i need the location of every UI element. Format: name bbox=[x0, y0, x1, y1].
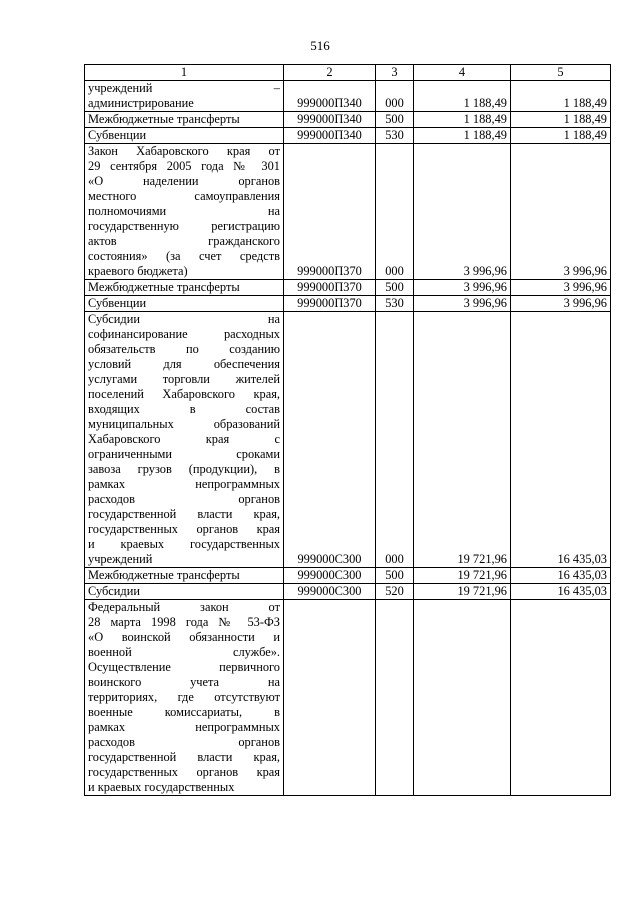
row-name-line: учреждений bbox=[88, 552, 153, 566]
row-name-line: обязательств по созданию bbox=[88, 342, 280, 356]
budget-table bbox=[84, 64, 611, 796]
row-name-line: завоза грузов (продукции), в bbox=[88, 462, 280, 476]
row-sum-2: 16 435,03 bbox=[511, 584, 611, 600]
row-name-line: рамках непрограммных bbox=[88, 477, 280, 491]
row-code: 999000П340 bbox=[284, 128, 376, 144]
row-name-line: муниципальных образований bbox=[88, 417, 280, 431]
row-code: 999000С300 bbox=[284, 584, 376, 600]
row-name-line: Закон Хабаровского края от bbox=[88, 144, 280, 158]
row-sum-1: 1 188,49 bbox=[414, 112, 511, 128]
row-name-line: государственной власти края, bbox=[88, 507, 280, 521]
row-name-line: софинансирование расходных bbox=[88, 327, 280, 341]
row-name bbox=[85, 296, 284, 312]
table-row bbox=[85, 584, 611, 600]
row-sum-2: 3 996,96 bbox=[511, 280, 611, 296]
row-code: 999000С300 bbox=[284, 312, 376, 568]
row-sum-2: 3 996,96 bbox=[511, 144, 611, 280]
table-row bbox=[85, 112, 611, 128]
table-row bbox=[85, 81, 611, 112]
row-name bbox=[85, 128, 284, 144]
row-name-line: Межбюджетные трансферты bbox=[88, 112, 240, 126]
row-sum-1: 3 996,96 bbox=[414, 280, 511, 296]
row-vr: 000 bbox=[376, 312, 414, 568]
row-name-line: Федеральный закон от bbox=[88, 600, 280, 614]
row-name-line: военные комиссариаты, в bbox=[88, 705, 280, 719]
row-name-line: краевого бюджета) bbox=[88, 264, 188, 278]
row-sum-2: 16 435,03 bbox=[511, 312, 611, 568]
row-name-line: актов гражданского bbox=[88, 234, 280, 248]
row-name-line: Субвенции bbox=[88, 296, 147, 310]
row-sum-2: 1 188,49 bbox=[511, 112, 611, 128]
row-code: 999000П340 bbox=[284, 112, 376, 128]
row-name-line: Межбюджетные трансферты bbox=[88, 280, 240, 294]
row-sum-2: 1 188,49 bbox=[511, 81, 611, 112]
row-name bbox=[85, 144, 284, 280]
row-name-line: 28 марта 1998 года № 53-ФЗ bbox=[88, 615, 280, 629]
row-name-line: Субвенции bbox=[88, 128, 147, 142]
row-name-line: ограниченными сроками bbox=[88, 447, 280, 461]
table-row bbox=[85, 280, 611, 296]
row-code: 999000П370 bbox=[284, 280, 376, 296]
row-code: 999000С300 bbox=[284, 568, 376, 584]
row-code: 999000П340 bbox=[284, 81, 376, 112]
row-sum-2: 3 996,96 bbox=[511, 296, 611, 312]
row-vr: 500 bbox=[376, 280, 414, 296]
row-vr: 500 bbox=[376, 112, 414, 128]
row-name-line: полномочиями на bbox=[88, 204, 280, 218]
row-name-line: поселений Хабаровского края, bbox=[88, 387, 280, 401]
row-name-line: Осуществление первичного bbox=[88, 660, 280, 674]
row-name-line: Межбюджетные трансферты bbox=[88, 568, 240, 582]
row-name-line: территориях, где отсутствуют bbox=[88, 690, 280, 704]
row-name-line: Субсидии на bbox=[88, 312, 280, 326]
header-col-1: 1 bbox=[85, 65, 284, 81]
row-vr: 500 bbox=[376, 568, 414, 584]
row-name-line: государственной власти края, bbox=[88, 750, 280, 764]
row-name-line: услугами торговли жителей bbox=[88, 372, 280, 386]
row-sum-1: 1 188,49 bbox=[414, 81, 511, 112]
row-name-line: учреждений – bbox=[88, 81, 280, 95]
row-vr: 520 bbox=[376, 584, 414, 600]
row-name-line: 29 сентября 2005 года № 301 bbox=[88, 159, 280, 173]
row-sum-1 bbox=[414, 600, 511, 796]
table-row bbox=[85, 296, 611, 312]
row-name bbox=[85, 312, 284, 568]
row-name bbox=[85, 584, 284, 600]
table-body bbox=[85, 81, 611, 796]
row-name-line: и краевых государственных bbox=[88, 780, 235, 794]
table-header-row bbox=[85, 65, 611, 81]
row-name-line: местного самоуправления bbox=[88, 189, 280, 203]
row-name-line: «О наделении органов bbox=[88, 174, 280, 188]
row-name-line: Субсидии bbox=[88, 584, 140, 598]
row-vr: 000 bbox=[376, 144, 414, 280]
row-sum-2: 1 188,49 bbox=[511, 128, 611, 144]
header-col-3: 3 bbox=[376, 65, 414, 81]
row-vr: 000 bbox=[376, 81, 414, 112]
row-name-line: расходов органов bbox=[88, 492, 280, 506]
row-sum-1: 1 188,49 bbox=[414, 128, 511, 144]
row-name bbox=[85, 112, 284, 128]
row-code: 999000П370 bbox=[284, 144, 376, 280]
row-name-line: рамках непрограммных bbox=[88, 720, 280, 734]
row-sum-2: 16 435,03 bbox=[511, 568, 611, 584]
row-vr: 530 bbox=[376, 128, 414, 144]
row-name-line: администрирование bbox=[88, 96, 194, 110]
row-vr bbox=[376, 600, 414, 796]
row-sum-1: 19 721,96 bbox=[414, 584, 511, 600]
row-code bbox=[284, 600, 376, 796]
header-col-5: 5 bbox=[511, 65, 611, 81]
row-name-line: условий для обеспечения bbox=[88, 357, 280, 371]
table-row bbox=[85, 312, 611, 568]
row-name-line: расходов органов bbox=[88, 735, 280, 749]
table-row bbox=[85, 568, 611, 584]
row-name bbox=[85, 600, 284, 796]
table-row bbox=[85, 600, 611, 796]
row-name-line: входящих в состав bbox=[88, 402, 280, 416]
page-number: 516 bbox=[310, 38, 330, 53]
row-name bbox=[85, 568, 284, 584]
row-name-line: «О воинской обязанности и bbox=[88, 630, 280, 644]
row-sum-1: 3 996,96 bbox=[414, 296, 511, 312]
row-sum-2 bbox=[511, 600, 611, 796]
row-name-line: военной службе». bbox=[88, 645, 280, 659]
row-name-line: и краевых государственных bbox=[88, 537, 280, 551]
row-sum-1: 3 996,96 bbox=[414, 144, 511, 280]
row-name-line: государственных органов края bbox=[88, 765, 280, 779]
row-vr: 530 bbox=[376, 296, 414, 312]
row-sum-1: 19 721,96 bbox=[414, 312, 511, 568]
header-col-2: 2 bbox=[284, 65, 376, 81]
row-name-line: воинского учета на bbox=[88, 675, 280, 689]
row-name-line: государственных органов края bbox=[88, 522, 280, 536]
row-name-line: государственную регистрацию bbox=[88, 219, 280, 233]
row-name bbox=[85, 280, 284, 296]
row-name-line: Хабаровского края с bbox=[88, 432, 280, 446]
table-row bbox=[85, 128, 611, 144]
row-sum-1: 19 721,96 bbox=[414, 568, 511, 584]
table-row bbox=[85, 144, 611, 280]
row-name bbox=[85, 81, 284, 112]
row-code: 999000П370 bbox=[284, 296, 376, 312]
header-col-4: 4 bbox=[414, 65, 511, 81]
row-name-line: состояния» (за счет средств bbox=[88, 249, 280, 263]
